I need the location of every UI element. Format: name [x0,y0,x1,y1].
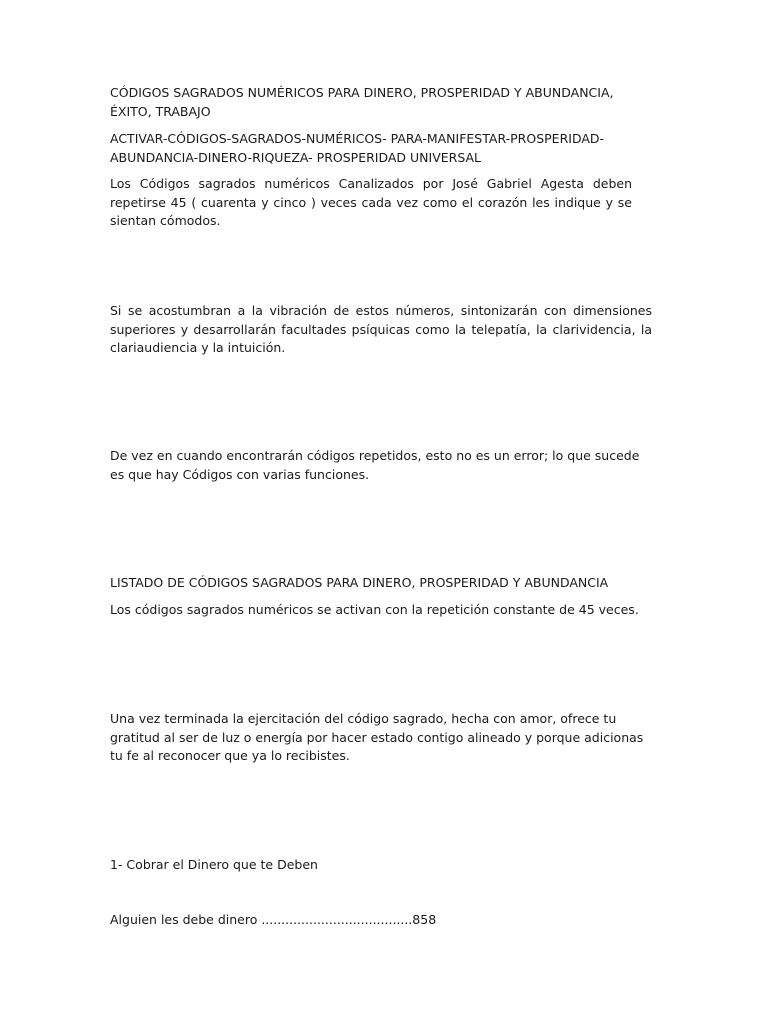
activation-paragraph: Los códigos sagrados numéricos se activan con la repetición constante de 45 veces. [110,602,639,617]
document-subtitle: ACTIVAR-CÓDIGOS-SAGRADOS-NUMÉRICOS- PARA-MANIFESTAR-PROSPERIDAD-ABUNDANCIA-DINERO-RIQUEZA- PROSPERIDAD UNIVERSAL [110,131,605,165]
gratitude-paragraph: Una vez terminada la ejercitación del código sagrado, hecha con amor, ofrece tu gratitud al ser de luz o energía por hacer estado contigo alineado y porque adicionas tu fe al reconocer que ya lo recibistes. [110,711,644,763]
section-title-cobrar-dinero: 1- Cobrar el Dinero que te Deben [110,857,318,872]
intro-paragraph: Los Códigos sagrados numéricos Canalizados por José Gabriel Agesta deben repetirse 45 ( cuarenta y cinco ) veces cada vez como el corazón les indique y se sientan cómodos. [110,176,632,228]
vibration-paragraph: Si se acostumbran a la vibración de estos números, sintonizarán con dimensiones superiores y desarrollarán facultades psíquicas como la telepatía, la clarividencia, la clariaudiencia y la intuición. [110,303,652,355]
document-title: CÓDIGOS SAGRADOS NUMÉRICOS PARA DINERO, PROSPERIDAD Y ABUNDANCIA, ÉXITO, TRABAJO [110,85,614,119]
repeated-codes-paragraph: De vez en cuando encontrarán códigos repetidos, esto no es un error; lo que sucede es que hay Códigos con varias funciones. [110,448,640,482]
code-entry: Alguien les debe dinero ......................................858 [110,912,437,927]
list-title: LISTADO DE CÓDIGOS SAGRADOS PARA DINERO, PROSPERIDAD Y ABUNDANCIA [110,575,609,590]
